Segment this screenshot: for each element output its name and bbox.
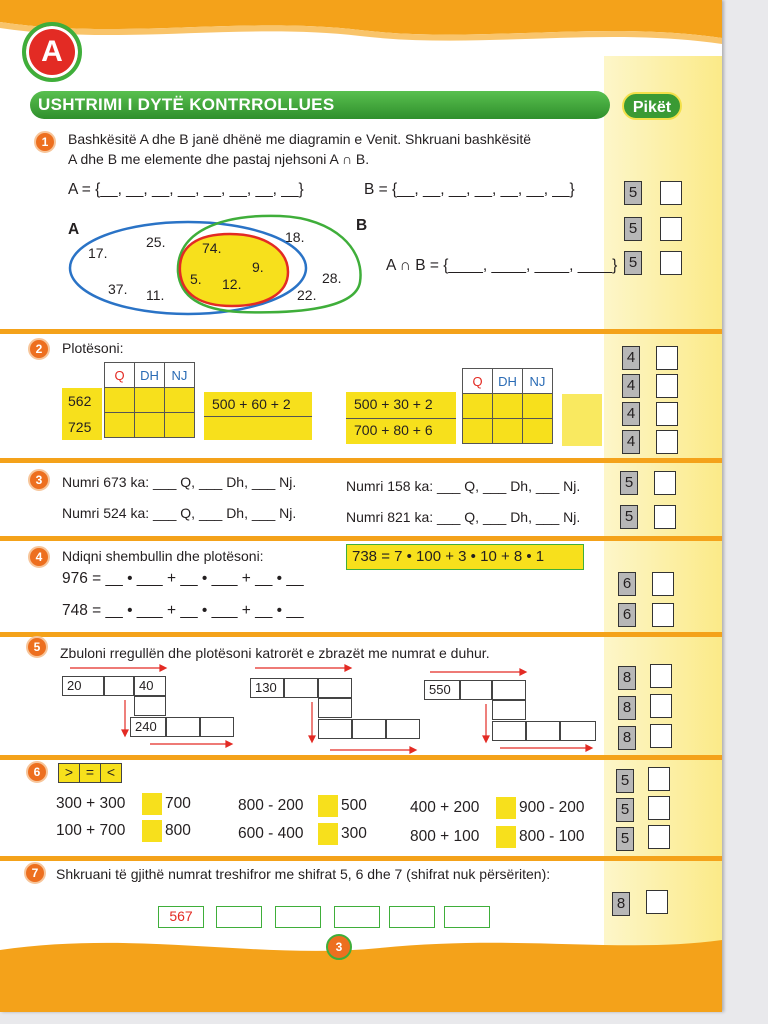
table-cell[interactable] (105, 388, 135, 413)
venn-element: 25. (146, 234, 166, 250)
number-answer-column[interactable] (562, 394, 602, 446)
score-box[interactable] (652, 572, 674, 596)
number-value: 562 (68, 393, 92, 409)
comparison-answer-box[interactable] (142, 793, 162, 815)
score-box[interactable] (652, 603, 674, 627)
number-answer-field[interactable] (389, 906, 435, 928)
points-header: Pikët (622, 92, 682, 120)
place-value-question[interactable]: Numri 821 ka: ___ Q, ___ Dh, ___ Nj. (346, 509, 581, 525)
section-badge: A (22, 22, 82, 82)
exercise-2-label: Plotësoni: (62, 340, 124, 356)
points-value: 6 (618, 572, 636, 596)
venn-element: 74. (202, 240, 222, 256)
pattern-cell[interactable] (492, 680, 526, 700)
table-cell[interactable] (463, 394, 493, 419)
pattern-cell[interactable] (318, 678, 352, 698)
pattern-cell: 240 (130, 717, 166, 737)
comparison-left: 100 + 700 (56, 822, 126, 839)
answer-line (346, 418, 456, 419)
units-header: NJ (165, 363, 195, 388)
pattern-cell[interactable] (492, 700, 526, 720)
hundreds-header: Q (463, 369, 493, 394)
venn-diagram (60, 210, 370, 320)
points-value: 4 (622, 402, 640, 426)
comparison-left: 400 + 200 (410, 799, 480, 816)
pattern-cell[interactable] (318, 719, 352, 739)
label-set-a: A (68, 221, 80, 238)
section-divider (0, 329, 722, 334)
pattern-cell[interactable] (284, 678, 318, 698)
expanded-form: 500 + 30 + 2 (354, 396, 433, 412)
label-set-b: B (356, 217, 368, 234)
pattern-cell: 550 (424, 680, 460, 700)
units-header: NJ (523, 369, 553, 394)
points-value: 5 (616, 827, 634, 851)
exercise-2-number: 2 (28, 338, 50, 360)
place-value-question[interactable]: Numri 158 ka: ___ Q, ___ Dh, ___ Nj. (346, 478, 581, 494)
points-value: 5 (624, 217, 642, 241)
section-divider (0, 856, 722, 861)
score-box[interactable] (650, 724, 672, 748)
score-box[interactable] (660, 251, 682, 275)
points-value: 5 (620, 471, 638, 495)
tens-header: DH (135, 363, 165, 388)
number-value: 725 (68, 419, 92, 435)
place-value-table (462, 368, 553, 444)
score-box[interactable] (654, 471, 676, 495)
answer-line (204, 416, 312, 417)
exercise-1-text-line2: A dhe B me elemente dhe pastaj njehsoni A ∩ B. (68, 151, 370, 167)
number-answer-field: 567 (158, 906, 204, 928)
score-box[interactable] (656, 430, 678, 454)
exercise-3-number: 3 (28, 469, 50, 491)
venn-element: 11. (146, 287, 165, 303)
points-value: 5 (616, 769, 634, 793)
score-box[interactable] (648, 796, 670, 820)
table-cell[interactable] (165, 388, 195, 413)
table-cell[interactable] (105, 413, 135, 438)
pattern-cell: 40 (134, 676, 166, 696)
expanded-form: 700 + 80 + 6 (354, 422, 433, 438)
points-value: 8 (618, 696, 636, 720)
exercise-5-number: 5 (26, 636, 48, 658)
comparison-answer-box[interactable] (496, 797, 516, 819)
place-value-question[interactable]: Numri 524 ka: ___ Q, ___ Dh, ___ Nj. (62, 505, 297, 521)
comparison-right: 300 (341, 825, 367, 842)
decomposition-answer[interactable]: 976 = __ • ___ + __ • ___ + __ • __ (62, 570, 304, 587)
score-box[interactable] (646, 890, 668, 914)
comparison-symbols (58, 763, 122, 783)
exercise-4-number: 4 (28, 546, 50, 568)
pattern-cell[interactable] (460, 680, 492, 700)
tens-header: DH (493, 369, 523, 394)
table-cell[interactable] (523, 419, 553, 444)
comparison-right: 500 (341, 797, 367, 814)
points-value: 8 (618, 726, 636, 750)
table-cell[interactable] (493, 394, 523, 419)
score-box[interactable] (660, 181, 682, 205)
number-answer-field[interactable] (275, 906, 321, 928)
exercise-6-number: 6 (26, 761, 48, 783)
top-wave-decoration (0, 0, 722, 60)
score-box[interactable] (650, 664, 672, 688)
pattern-cell[interactable] (166, 717, 200, 737)
section-divider (0, 755, 722, 760)
comparison-left: 800 - 200 (238, 797, 304, 814)
page-number: 3 (326, 934, 352, 960)
exercise-7-number: 7 (24, 862, 46, 884)
set-a-answer[interactable]: A = {__, __, __, __, __, __, __, __} (68, 181, 304, 198)
pattern-cell: 130 (250, 678, 284, 698)
table-cell[interactable] (135, 413, 165, 438)
exercise-7-label: Shkruani të gjithë numrat treshifror me shifrat 5, 6 dhe 7 (shifrat nuk përsëriten): (56, 866, 551, 882)
table-cell[interactable] (463, 419, 493, 444)
pattern-cell[interactable] (134, 696, 166, 716)
comparison-answer-box[interactable] (142, 820, 162, 842)
bottom-wave-decoration (0, 930, 722, 1012)
score-box[interactable] (650, 694, 672, 718)
greater-than-symbol: > (58, 763, 80, 783)
points-value: 4 (622, 346, 640, 370)
venn-element: 18. (285, 229, 305, 245)
section-divider (0, 536, 722, 541)
score-box[interactable] (660, 217, 682, 241)
score-box[interactable] (654, 505, 676, 529)
example-box: 738 = 7 • 100 + 3 • 10 + 8 • 1 (346, 544, 584, 570)
decomposition-answer[interactable]: 748 = __ • ___ + __ • ___ + __ • __ (62, 602, 304, 619)
place-value-question[interactable]: Numri 673 ka: ___ Q, ___ Dh, ___ Nj. (62, 474, 297, 490)
pattern-cell[interactable] (352, 719, 386, 739)
points-value: 5 (616, 798, 634, 822)
venn-element: 9. (252, 259, 264, 275)
comparison-right: 900 - 200 (519, 799, 585, 816)
venn-element: 17. (88, 245, 108, 261)
comparison-left: 600 - 400 (238, 825, 304, 842)
comparison-left: 300 + 300 (56, 795, 126, 812)
pattern-cell: 20 (62, 676, 104, 696)
comparison-answer-box[interactable] (318, 795, 338, 817)
venn-element: 12. (222, 276, 242, 292)
venn-element: 22. (297, 287, 317, 303)
exercise-5-label: Zbuloni rregullën dhe plotësoni katrorët e zbrazët me numrat e duhur. (60, 645, 490, 661)
exercise-4-label: Ndiqni shembullin dhe plotësoni: (62, 548, 264, 564)
number-answer-field[interactable] (444, 906, 490, 928)
points-value: 8 (618, 666, 636, 690)
page-title: USHTRIMI I DYTË KONTRROLLUES (30, 91, 610, 119)
section-divider (0, 632, 722, 637)
score-box[interactable] (656, 374, 678, 398)
comparison-right: 700 (165, 795, 191, 812)
exercise-1-number: 1 (34, 131, 56, 153)
pattern-cell[interactable] (104, 676, 134, 696)
comparison-right: 800 - 100 (519, 828, 585, 845)
venn-element: 37. (108, 281, 128, 297)
score-box[interactable] (648, 767, 670, 791)
pattern-cell[interactable] (492, 721, 526, 741)
score-box[interactable] (656, 346, 678, 370)
table-cell[interactable] (165, 413, 195, 438)
points-value: 4 (622, 374, 640, 398)
comparison-right: 800 (165, 822, 191, 839)
place-value-table (104, 362, 195, 438)
number-answer-field[interactable] (334, 906, 380, 928)
expanded-form: 500 + 60 + 2 (212, 396, 291, 412)
table-cell[interactable] (135, 388, 165, 413)
pattern-cell[interactable] (560, 721, 596, 741)
points-value: 5 (624, 181, 642, 205)
points-value: 5 (620, 505, 638, 529)
pattern-cell[interactable] (318, 698, 352, 718)
points-value: 4 (622, 430, 640, 454)
pattern-cell[interactable] (526, 721, 560, 741)
comparison-left: 800 + 100 (410, 828, 480, 845)
score-box[interactable] (648, 825, 670, 849)
less-than-symbol: < (101, 763, 122, 783)
number-answer-field[interactable] (216, 906, 262, 928)
table-cell[interactable] (493, 419, 523, 444)
points-value: 6 (618, 603, 636, 627)
points-value: 5 (624, 251, 642, 275)
pattern-cell[interactable] (200, 717, 234, 737)
equals-symbol: = (80, 763, 101, 783)
score-box[interactable] (656, 402, 678, 426)
comparison-answer-box[interactable] (318, 823, 338, 845)
intersection-answer[interactable]: A ∩ B = {____, ____, ____, ____} (386, 257, 618, 274)
pattern-cell[interactable] (386, 719, 420, 739)
table-cell[interactable] (523, 394, 553, 419)
comparison-answer-box[interactable] (496, 826, 516, 848)
venn-element: 5. (190, 271, 202, 287)
set-b-answer[interactable]: B = {__, __, __, __, __, __, __} (364, 181, 575, 198)
venn-element: 28. (322, 270, 342, 286)
exercise-1-text-line1: Bashkësitë A dhe B janë dhënë me diagramin e Venit. Shkruani bashkësitë (68, 131, 532, 147)
points-value: 8 (612, 892, 630, 916)
section-divider (0, 458, 722, 463)
hundreds-header: Q (105, 363, 135, 388)
